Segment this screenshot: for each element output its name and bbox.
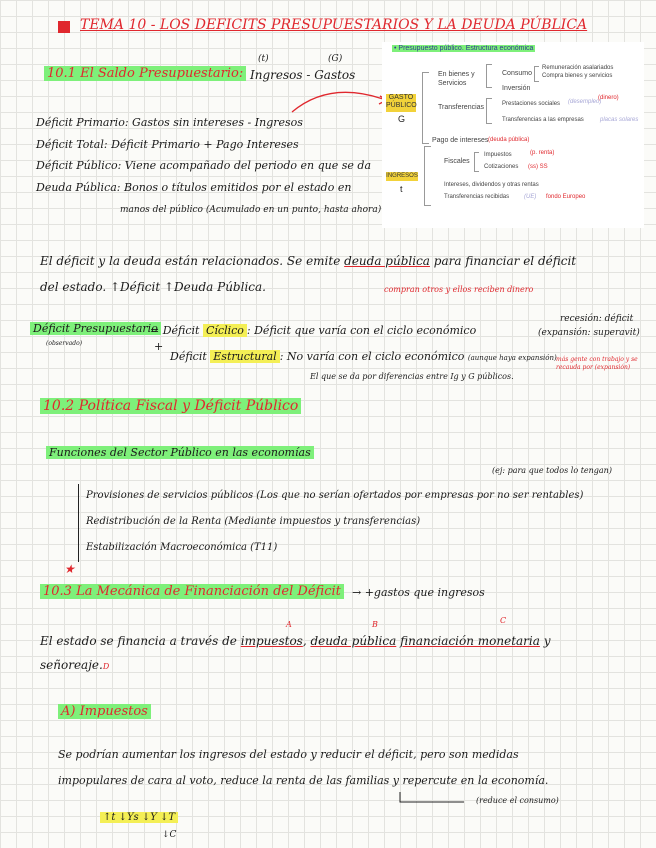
transf-recibidas: Transferencias recibidas — [444, 194, 510, 200]
transferencias: Transferencias — [438, 104, 485, 111]
arrow-to-diagram — [290, 82, 390, 122]
impuestos-formula-2: ↓C — [162, 830, 177, 840]
t-label: (t) — [258, 54, 269, 64]
page-title: TEMA 10 - LOS DEFICITS PRESUPUESTARIOS Y LA DEUDA PÚBLICA — [80, 17, 588, 33]
remuneracion: Remuneración asalariados — [542, 65, 614, 71]
ingresos-box: INGRESOS — [386, 173, 418, 179]
gasto-publico-box: GASTO PÚBLICO — [386, 94, 416, 112]
ingresos-bracket — [424, 146, 431, 206]
function-item-3: Estabilización Macroeconómica (T11) — [86, 542, 278, 553]
section-10-2-heading: 10.2 Política Fiscal y Déficit Público — [40, 398, 301, 414]
fiscales: Fiscales — [444, 158, 470, 165]
bienes-bracket — [486, 64, 492, 88]
consumo-bracket — [534, 66, 539, 82]
note-ue: (UE) — [524, 194, 537, 200]
functions-note: (ej: para que todos lo tengan) — [492, 466, 612, 475]
transf-bracket — [486, 98, 492, 124]
impuestos-line-2: impopulares de cara al voto, reduce la renta de las familias y repercute en la economía. — [58, 774, 549, 787]
recesion-note: recesión: déficit — [560, 314, 634, 324]
fiscales-bracket — [474, 152, 479, 172]
def-primario: Déficit Primario: Gastos sin intereses - Ingresos — [36, 116, 303, 129]
def-deuda-a: Deuda Pública: Bonos o títulos emitidos por el estado en — [36, 181, 352, 194]
deficit-ciclico: = Déficit Cíclico : Déficit que varía con el ciclo económico — [150, 324, 477, 337]
impuestos-formula: ↑t ↓Ys ↓Y ↓T — [100, 812, 178, 823]
t-symbol: t — [400, 184, 403, 194]
note-renta: (p. renta) — [530, 150, 555, 156]
functions-bracket-line — [78, 484, 79, 562]
section-10-1-heading: 10.1 El Saldo Presupuestario: — [44, 66, 246, 81]
estructural-note: El que se da por diferencias entre Ig y G públicos. — [310, 372, 514, 381]
saldo-formula: Ingresos - Gastos — [250, 68, 356, 82]
cotizaciones: Cotizaciones — [484, 164, 519, 170]
red-side-note: más gente con trabajo y se recauda por (expansión) — [556, 356, 638, 371]
gasto-bracket — [422, 72, 429, 144]
marker-c: C — [500, 616, 507, 625]
impuestos-heading: A) Impuestos — [58, 704, 151, 719]
budget-structure-diagram — [382, 42, 644, 228]
impuestos-line-1: Se podrían aumentar los ingresos del estado y reducir el déficit, pero son medidas — [58, 748, 519, 761]
plus-sign: + — [154, 340, 164, 353]
pago-intereses: Pago de intereses — [432, 137, 489, 144]
para1-line1: El déficit y la deuda están relacionados. Se emite deuda pública para financiar el déficit — [40, 254, 577, 268]
title-marker — [58, 21, 70, 33]
deficit-observado: (observado) — [46, 340, 83, 347]
para1-line2: del estado. ↑Déficit ↑Deuda Pública. — [40, 280, 266, 294]
def-total: Déficit Total: Déficit Primario + Pago Intereses — [36, 138, 299, 151]
note-placas: placas solares — [600, 117, 639, 123]
deficit-estructural: Déficit Estructural : No varía con el ciclo económico (aunque haya expansión) — [170, 350, 557, 363]
financing-arrow-text: → +gastos que ingresos — [352, 586, 485, 599]
reduce-consumo-bracket — [398, 790, 468, 810]
bienes-servicios: En bienes y Servicios — [438, 71, 475, 87]
expansion-note: (expansión: superavit) — [538, 328, 640, 338]
diagram-title: • Presupuesto público. Estructura económica — [394, 45, 534, 52]
inversion: Inversión — [502, 85, 531, 92]
star-marker: ★ — [64, 562, 75, 576]
def-publico: Déficit Público: Viene acompañado del periodo en que se da — [36, 159, 372, 172]
consumo: Consumo — [502, 70, 532, 77]
compra-bienes: Compra bienes y servicios — [542, 73, 613, 79]
g-label: (G) — [328, 54, 343, 64]
deficit-presupuestario-label: Déficit Presupuestario — [30, 322, 161, 335]
note-ss: (ss) SS — [528, 164, 548, 170]
note-fondos: fondo Europeo — [546, 194, 586, 200]
prestaciones: Prestaciones sociales — [502, 101, 561, 107]
marker-a: A — [286, 620, 292, 629]
note-desempleo: (desempleo) — [568, 99, 602, 105]
marker-b: B — [372, 620, 378, 629]
impuestos: Impuestos — [484, 152, 512, 158]
function-item-2: Redistribución de la Renta (Mediante impuestos y transferencias) — [86, 516, 421, 527]
note-deuda: (deuda pública) — [488, 137, 530, 143]
def-deuda-b: manos del público (Acumulado en un punto, hasta ahora) — [120, 205, 382, 215]
reduce-consumo-note: (reduce el consumo) — [476, 796, 559, 805]
g-symbol: G — [398, 114, 406, 124]
functions-heading: Funciones del Sector Público en las economías — [46, 446, 314, 459]
financing-line-2: señoreaje.D — [40, 658, 110, 672]
financing-line-1: El estado se financia a través de impuestos, deuda pública financiación monetaria y — [40, 634, 551, 648]
section-10-3-heading: 10.3 La Mecánica de Financiación del Déficit — [40, 584, 344, 599]
function-item-1: Provisiones de servicios públicos (Los que no serían ofertados por empresas por no ser rentables) — [86, 490, 584, 501]
para1-red-note: compran otros y ellos reciben dinero — [384, 285, 534, 294]
note-dinero: (dinero) — [598, 95, 619, 101]
transf-empresas: Transferencias a las empresas — [502, 117, 584, 123]
intereses-div: Intereses, dividendos y otras rentas — [444, 182, 539, 188]
